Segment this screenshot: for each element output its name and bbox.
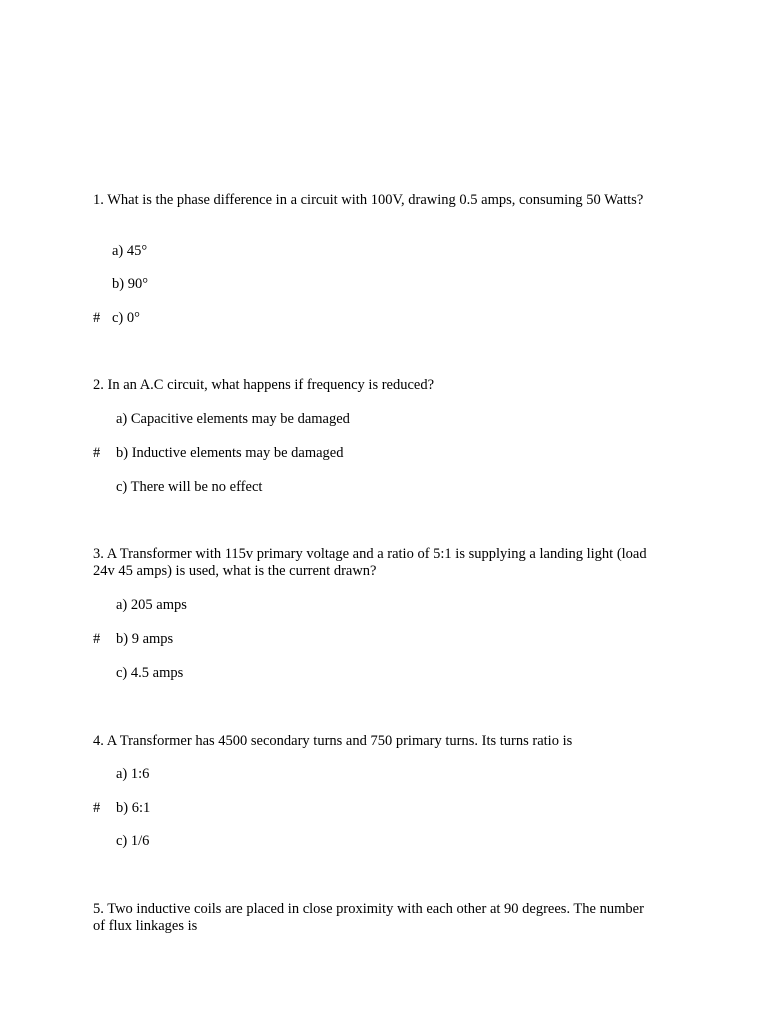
question-3-option-c: c) 4.5 amps xyxy=(116,665,184,681)
question-4-option-a: a) 1:6 xyxy=(116,766,150,782)
question-2-option-a: a) Capacitive elements may be damaged xyxy=(116,411,350,427)
question-5: 5. Two inductive coils are placed in close proximity with each other at 90 degrees. The number of flux linkages is xyxy=(93,901,644,934)
question-4-option-b: b) 6:1 xyxy=(116,800,151,816)
question-1-option-a: a) 45° xyxy=(112,243,148,259)
question-4: 4. A Transformer has 4500 secondary turns and 750 primary turns. Its turns ratio is xyxy=(93,733,573,749)
question-4-answer-marker: # xyxy=(93,800,101,816)
question-1-answer-marker: # xyxy=(93,310,101,326)
question-1: 1. What is the phase difference in a circuit with 100V, drawing 0.5 amps, consuming 50 Watts? xyxy=(93,192,644,208)
question-2-option-b: b) Inductive elements may be damaged xyxy=(116,445,344,461)
question-3-answer-marker: # xyxy=(93,631,101,647)
question-1-option-b: b) 90° xyxy=(112,276,149,292)
question-2: 2. In an A.C circuit, what happens if frequency is reduced? xyxy=(93,377,435,393)
question-2-answer-marker: # xyxy=(93,445,101,461)
question-4-option-c: c) 1/6 xyxy=(116,833,150,849)
question-1-option-c: c) 0° xyxy=(112,310,140,326)
question-3: 3. A Transformer with 115v primary voltage and a ratio of 5:1 is supplying a landing light (load 24v 45 amps) is used, what is the current drawn? xyxy=(93,546,647,579)
question-2-option-c: c) There will be no effect xyxy=(116,479,263,495)
question-3-option-a: a) 205 amps xyxy=(116,597,187,613)
question-3-option-b: b) 9 amps xyxy=(116,631,174,647)
